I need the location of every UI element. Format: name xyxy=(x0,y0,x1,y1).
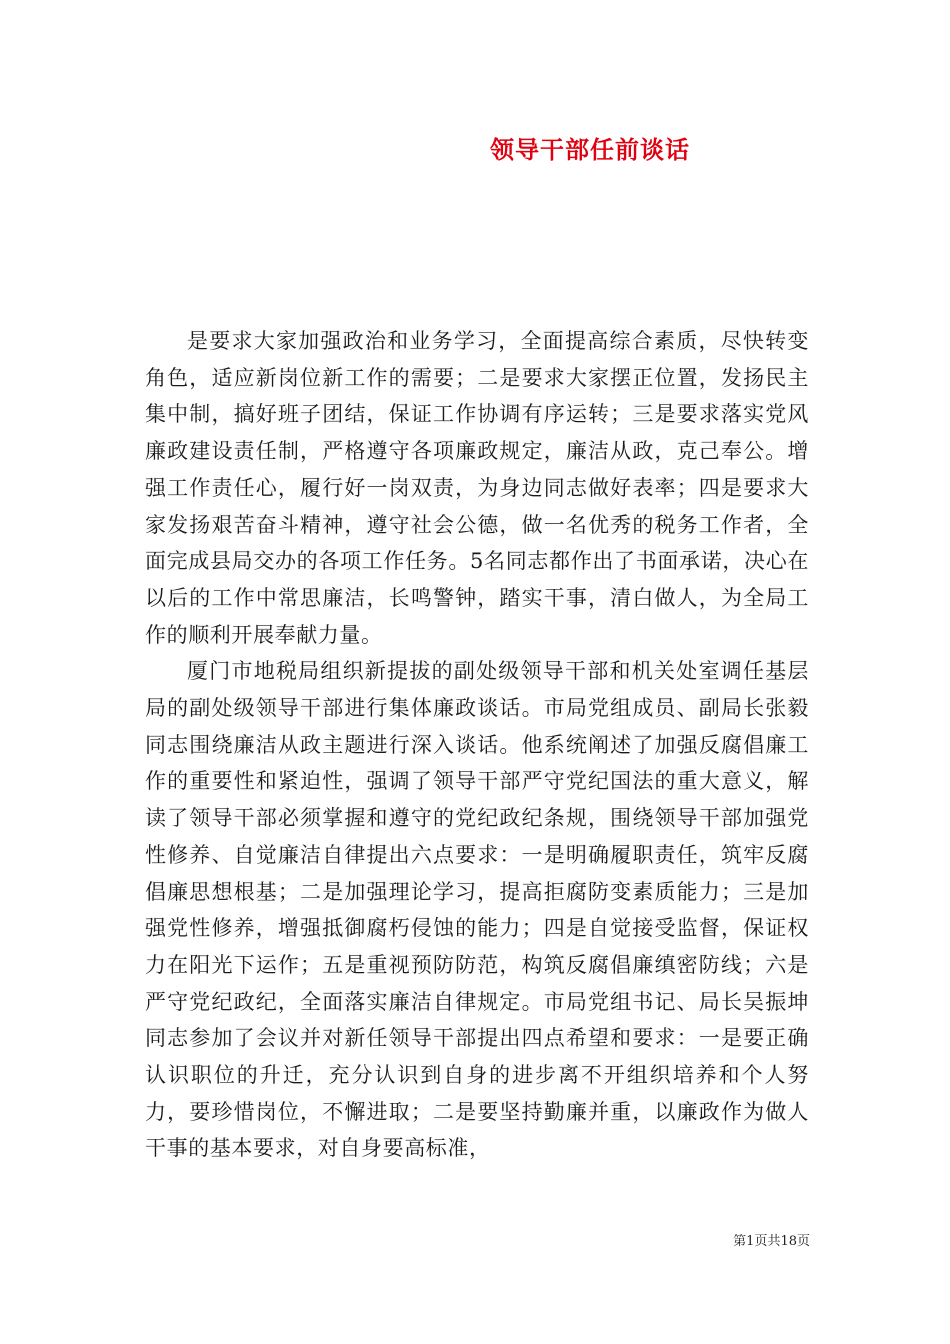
paragraph: 厦门市地税局组织新提拔的副处级领导干部和机关处室调任基层局的副处级领导干部进行集体廉政谈话。市局党组成员、副局长张毅同志围绕廉洁从政主题进行深入谈话。他系统阐述了加强反腐倡廉工作的重要性和紧迫性，强调了领导干部严守党纪国法的重大意义，解读了领导干部必须掌握和遵守的党纪政纪条规，围绕领导干部加强党性修养、自觉廉洁自律提出六点要求：一是明确履职责任，筑牢反腐倡廉思想根基；二是加强理论学习，提高拒腐防变素质能力；三是加强党性修养，增强抵御腐朽侵蚀的能力；四是自觉接受监督，保证权力在阳光下运作；五是重视预防防范，构筑反腐倡廉缜密防线；六是严守党纪政纪，全面落实廉洁自律规定。市局党组书记、局长吴振坤同志参加了会议并对新任领导干部提出四点希望和要求：一是要正确认识职位的升迁，充分认识到自身的进步离不开组织培养和个人努力，要珍惜岗位，不懈进取；二是要坚持勤廉并重，以廉政作为做人干事的基本要求，对自身要高标准， xyxy=(145,659,809,1161)
paragraph: 是要求大家加强政治和业务学习，全面提高综合素质，尽快转变角色，适应新岗位新工作的需要；二是要求大家摆正位置，发扬民主集中制，搞好班子团结，保证工作协调有序运转；三是要求落实党风廉政建设责任制，严格遵守各项廉政规定，廉洁从政，克己奉公。增强工作责任心，履行好一岗双责，为身边同志做好表率；四是要求大家发扬艰苦奋斗精神，遵守社会公德，做一名优秀的税务工作者，全面完成县局交办的各项工作任务。5名同志都作出了书面承诺，决心在以后的工作中常思廉洁，长鸣警钟，踏实干事，清白做人，为全局工作的顺利开展奉献力量。 xyxy=(145,329,809,647)
document-title: 领导干部任前谈话 xyxy=(490,135,690,164)
document-body xyxy=(145,323,809,1167)
page-number: 第1页共18页 xyxy=(733,1234,810,1249)
